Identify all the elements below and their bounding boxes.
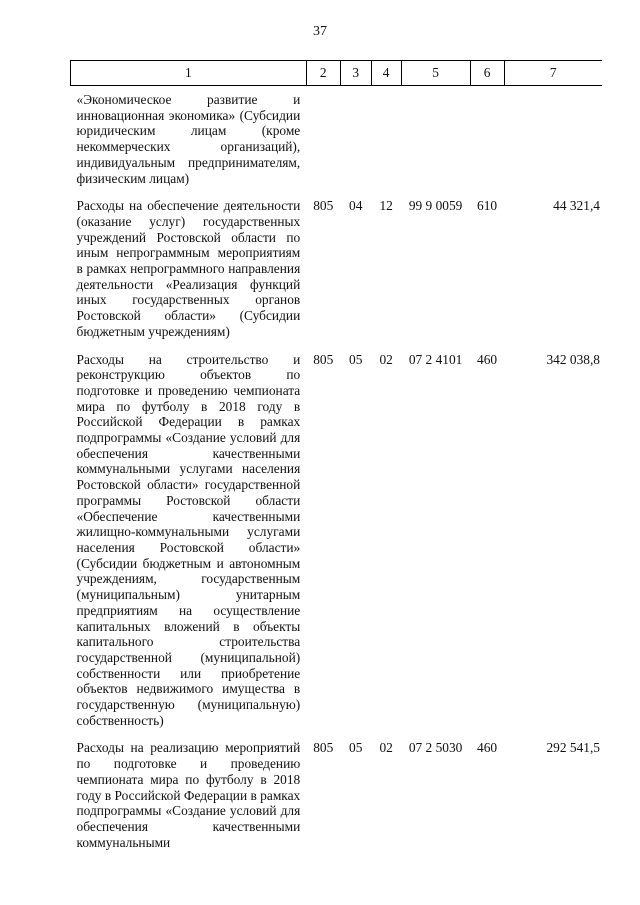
row-description: Расходы на реализацию мероприятий по подготовке и проведению чемпионата мира по футболу в 2018 году в Российской Федерации в рамках подпрограммы «Создание условий для обеспечения качественными коммунальными <box>76 740 301 850</box>
header-cell: 3 <box>340 61 371 86</box>
row-description: Расходы на строительство и реконструкцию объектов по подготовке и проведению чемпионата мира по футболу в 2018 году в Российской Федерации в рамках подпрограммы «Создание условий для обеспечения качественными коммунальными услугами населения Ростовской области» государственной программы Ростовской области «Обеспечение качественными жилищно-коммунальными услугами населения Ростовской области» (Субсидии бюджетным и автономным учреждениям, государственным (муниципальным) унитарным предприятиям на осуществление капитальных вложений в объекты капитального строительства государственной (муниципальной) собственности или приобретение объектов недвижимого имущества в государственную (муниципальную) собственность) <box>76 351 301 728</box>
row-amount: 292 541,5 <box>546 740 600 756</box>
row-section-code: 05 <box>349 351 363 367</box>
row-amount: 342 038,8 <box>546 351 600 367</box>
budget-table <box>70 60 602 862</box>
row-ministry-code <box>306 86 340 199</box>
row-section-code: 04 <box>349 198 363 214</box>
row-ministry-code: 805 <box>313 351 334 367</box>
table-row <box>71 740 603 862</box>
table-row <box>71 198 603 351</box>
row-amount: 44 321,4 <box>553 198 600 214</box>
header-cell: 7 <box>504 61 602 86</box>
row-amount <box>504 86 602 199</box>
table-row <box>71 86 603 199</box>
row-description: «Экономическое развитие и инновационная экономика» (Субсидии юридическим лицам (кроме некоммерческих организаций), индивидуальным предпринимателям, физическим лицам) <box>76 92 301 186</box>
header-cell: 4 <box>371 61 401 86</box>
header-cell: 1 <box>71 61 307 86</box>
row-ministry-code: 805 <box>313 198 334 214</box>
header-cell: 2 <box>306 61 340 86</box>
row-subsection-code: 12 <box>379 198 393 214</box>
row-section-code: 05 <box>349 740 363 756</box>
row-target-code: 07 2 4101 <box>408 351 463 367</box>
row-target-code: 07 2 5030 <box>408 740 463 756</box>
row-subsection-code: 02 <box>379 740 393 756</box>
row-expense-type: 610 <box>477 198 498 214</box>
row-subsection-code <box>371 86 401 199</box>
header-cell: 5 <box>401 61 470 86</box>
row-subsection-code: 02 <box>379 351 393 367</box>
page-number: 37 <box>313 24 327 39</box>
row-expense-type <box>470 86 504 199</box>
row-description: Расходы на обеспечение деятельности (оказание услуг) государственных учреждений Ростовской области по иным непрограммным мероприятиям в рамках непрограммного направления деятельности «Реализация функций иных государственных органов Ростовской области» (Субсидии бюджетным учреждениям) <box>76 198 301 339</box>
row-target-code: 99 9 0059 <box>408 198 463 214</box>
row-expense-type: 460 <box>477 351 498 367</box>
row-expense-type: 460 <box>477 740 498 756</box>
row-ministry-code: 805 <box>313 740 334 756</box>
header-cell: 6 <box>470 61 504 86</box>
row-target-code <box>401 86 470 199</box>
row-section-code <box>340 86 371 199</box>
table-row <box>71 352 603 741</box>
table-header-row <box>71 61 603 86</box>
